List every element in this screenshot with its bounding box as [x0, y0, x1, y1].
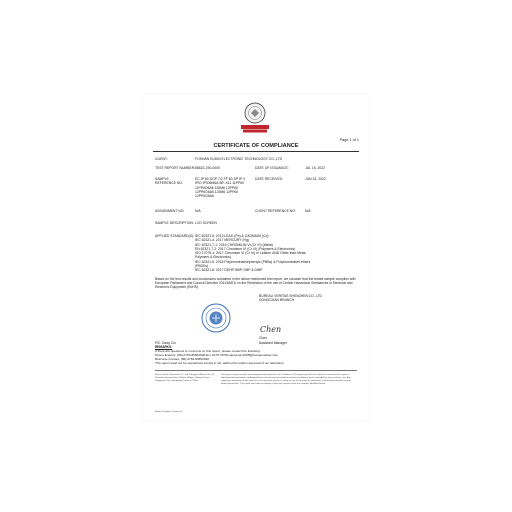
- standard-item: EN 62321-7-2: 2017 Chromium VI (Cr VI) (Polymers & Electronics): [195, 246, 296, 251]
- sample-reference-label: SAMPLE REFERENCE NO:: [155, 177, 183, 186]
- certificate-page: [143, 95, 369, 420]
- document-title: CERTIFICATE OF COMPLIANCE: [213, 143, 299, 149]
- title-divider: [153, 151, 359, 152]
- pic-line: PIC: Daisy Cin: [155, 341, 176, 345]
- footer-divider: [155, 370, 357, 371]
- signature-text: Chen: [260, 325, 282, 334]
- applied-standards-list: [195, 234, 313, 273]
- report-number-label: TEST REPORT NUMBER:: [155, 166, 196, 170]
- signoff-name: Chen: [259, 336, 268, 340]
- sample-description-label: SAMPLE DESCRIPTION:: [155, 221, 194, 225]
- remarks-line2: Phone Enquiry: (86)-0769-86852600 Ext. 8175 CPSIInquiryLab.2055@bureauveritas.com: [155, 353, 279, 357]
- terms-text: This report is governed by, and incorporates by reference, the Conditions of Testing as posted at the date of issuance of this report at http://www.bureauveritas.com/home/about-us/our-business/cps/about-us/terms-conditions/ and is intended for your exclusive use. Any copying or replication of this report to or for any other person or entity, or use of our name or trademark, is permitted only with our prior written permission. This report sets forth our findings solely with respect to the test samples identified herein.: [221, 374, 351, 385]
- client-reference-label: CLIENT REFERENCE NO:: [255, 209, 296, 213]
- standard-item: IEC 62321-4: 2017 MERCURY (Hg): [195, 238, 249, 243]
- standard-item: IEC 62321-8: 2017 DEHP, BBP, DBP & DIBP: [195, 268, 263, 273]
- standard-item: IEC 62321-6: 2015 Polybrominated/phenyls (PBBs) & Polybrominated ethers (PBDEs): [195, 259, 311, 269]
- signoff-branch: DONGGUAN BRANCH: [259, 298, 295, 302]
- signoff-position: Assistant Manager: [259, 341, 288, 345]
- remarks-heading: REMARKS:: [155, 345, 173, 349]
- company-stamp-icon: [201, 303, 231, 333]
- signoff-company: BUREAU VERITAS SHENZHEN CO.,LTD: [259, 294, 322, 298]
- standard-item: IEC 62321-7-1: 2015 CHROMIUM VI (Cr VI) (Metal): [195, 242, 274, 247]
- signature: [259, 323, 293, 335]
- report-number-value: 88622-190-0000: [195, 166, 220, 170]
- remarks-line1: If there are questions or concerns on this report, please contact the following:: [155, 349, 261, 353]
- compliance-statement: Based on the test results and conclusions contained in the above mentioned test report, we consider that the tested sample complies with European Parliament and Council Directive 2011/65/EU on the Restriction of the use of Certain Hazardous Substances in Electrical and Electronic Equipment (RoHS).: [155, 277, 356, 290]
- assignment-value: N/A: [195, 209, 201, 213]
- client-label: CLIENT:: [155, 157, 168, 161]
- date-received-value: JUN 24, 2022: [305, 177, 326, 181]
- issue-date-value: JUL 15, 2022: [305, 166, 326, 170]
- page-indicator: Page 1 of 1: [339, 138, 359, 142]
- sample-reference-value: EC-IP 50-SGP 7/2.TP 60-SP IP X IPIO IPIO6M6A WF-X11 11PP60 11PP6O6A6 126M6 12PP60 12PP6O6A6 126M6 12PP60 12PP6O6A6: [195, 177, 246, 199]
- form-number: Report Template: Version 01: [155, 411, 183, 413]
- applied-standards-label: APPLIED STANDARD(S):: [155, 234, 195, 238]
- issue-date-label: DATE OF ISSUANCE:: [255, 166, 289, 170]
- remarks-line4: This report shall not be reproduced except in full, without the written approval of our laboratory.: [155, 361, 285, 365]
- client-value: FOSHAN KUDIN ELECTRONIC TECHNOLOGY CO.,LTD: [195, 157, 283, 161]
- standard-item: IEC 62321-5: 2013 LEAD (Pb) & CADMIUM (Cd): [195, 234, 269, 238]
- client-reference-value: N/A: [305, 209, 311, 213]
- standard-item: ISO 17075-1: 2017 Chromium VI (Cr VI) in Leather AND Other than Metal, Polymers & Electronics): [195, 251, 307, 260]
- sample-description-value: LCD SCREEN: [195, 221, 217, 225]
- date-received-label: DATE RECEIVED:: [255, 177, 284, 181]
- remarks-line3: Business Contact: (86)-0769-86852626: [155, 357, 210, 361]
- assignment-label: ASSIGNMENT NO:: [155, 209, 185, 213]
- lab-address: Bureau Veritas Shenzhen Co., Ltd. Dongguan Branch No. 34 Chenwu Industrial Zone, Wusha Village, Chang'an Town, Dongguan City, Guangdong Province, China: [155, 374, 214, 382]
- bureau-veritas-logo-icon: [237, 101, 273, 135]
